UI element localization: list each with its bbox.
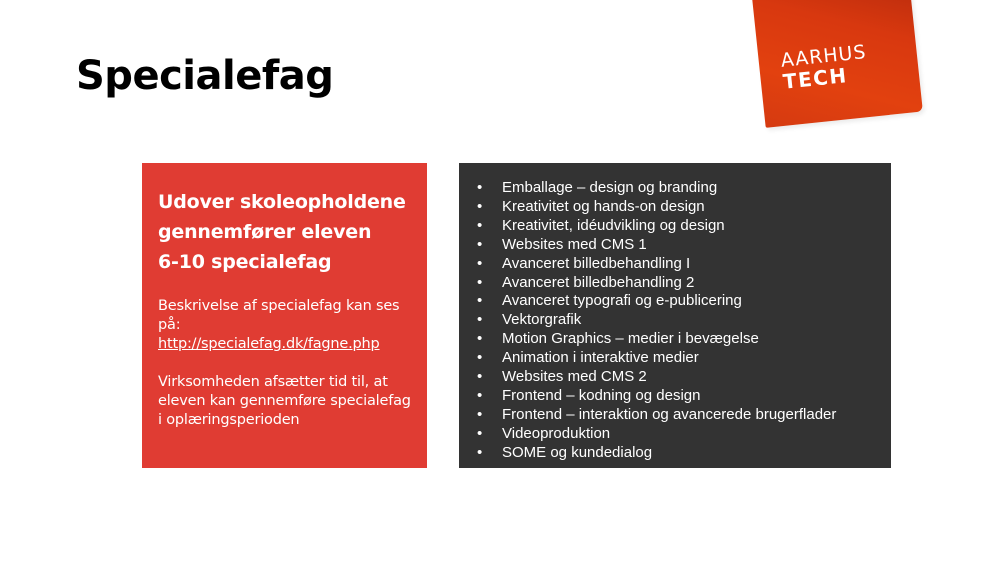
- course-list-panel: [459, 163, 891, 468]
- company-note: Virksomheden afsætter tid til, at eleven kan gennemføre specialefag i oplæringsperioden: [158, 374, 411, 428]
- list-item: • Websites med CMS 1: [477, 235, 647, 253]
- list-item: • SOME og kundedialog: [477, 443, 653, 461]
- description-prefix: Beskrivelse af specialefag kan ses på:: [158, 298, 400, 333]
- list-item: • Avanceret billedbehandling 2: [477, 273, 695, 291]
- list-item: • Websites med CMS 2: [477, 368, 647, 386]
- heading-line: gennemfører eleven: [158, 221, 372, 243]
- bullet-icon: •: [477, 311, 483, 329]
- bullet-icon: •: [477, 292, 483, 310]
- list-item: • Frontend – interaktion og avancerede brugerflader: [477, 405, 837, 423]
- bullet-icon: •: [477, 349, 483, 367]
- bullet-icon: •: [477, 216, 483, 234]
- bullet-icon: •: [477, 179, 483, 196]
- info-heading: [158, 187, 412, 277]
- list-item: • Kreativitet, idéudvikling og design: [477, 216, 725, 234]
- bullet-icon: •: [477, 254, 483, 272]
- bullet-icon: •: [477, 197, 483, 215]
- bullet-icon: •: [477, 443, 483, 461]
- logo-line-aarhus: AARHUS: [779, 41, 868, 72]
- list-item: • Vektorgrafik: [477, 311, 582, 329]
- bullet-icon: •: [477, 405, 483, 423]
- bullet-icon: •: [477, 424, 483, 442]
- list-item: • Motion Graphics – medier i bevægelse: [477, 330, 759, 348]
- bullet-icon: •: [477, 386, 483, 404]
- specialefag-link[interactable]: http://specialefag.dk/fagne.php: [158, 336, 380, 352]
- aarhus-tech-logo: [751, 0, 923, 128]
- list-item: • Animation i interaktive medier: [477, 349, 699, 367]
- list-item: • Emballage – design og branding: [477, 179, 718, 196]
- bullet-icon: •: [477, 235, 483, 253]
- logo-line-tech: TECH: [781, 63, 849, 94]
- list-item: • Avanceret billedbehandling I: [477, 254, 691, 272]
- bullet-icon: •: [477, 330, 483, 348]
- logo-text: [780, 43, 870, 92]
- course-list: [477, 179, 881, 463]
- bullet-icon: •: [477, 368, 483, 386]
- list-item: • Videoproduktion: [477, 424, 611, 442]
- description-text: [158, 297, 412, 354]
- bullet-icon: •: [477, 273, 483, 291]
- list-item: • Avanceret typografi og e-publicering: [477, 292, 742, 310]
- list-item: • Frontend – kodning og design: [477, 386, 701, 404]
- slide-title: Specialefag: [76, 53, 334, 99]
- list-item: • Kreativitet og hands-on design: [477, 197, 705, 215]
- info-panel: [142, 163, 427, 468]
- heading-line: 6-10 specialefag: [158, 251, 332, 273]
- heading-line: Udover skoleopholdene: [158, 191, 406, 213]
